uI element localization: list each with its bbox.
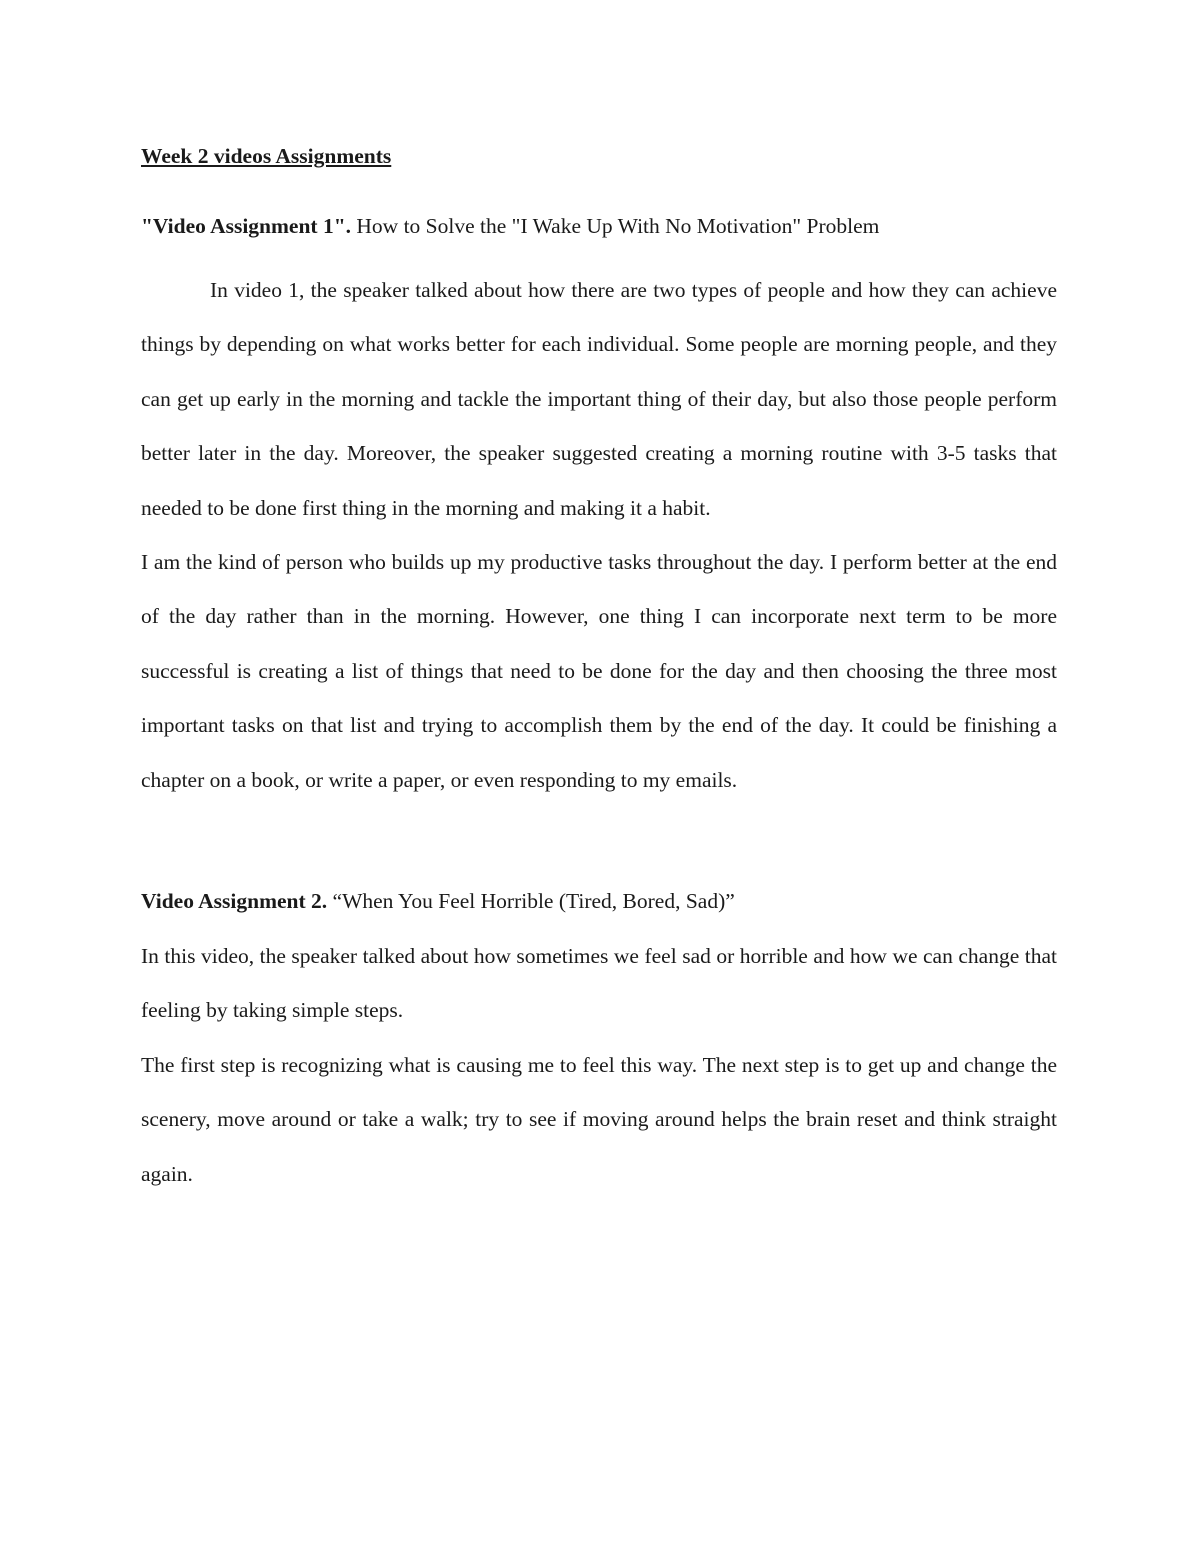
section-2-paragraph-2: The first step is recognizing what is causing me to feel this way. The next step is to get up and change the scenery, move around or take a walk; try to see if moving around helps the brain reset and think straight again.: [141, 1052, 1057, 1186]
section-2-paragraph-1: In this video, the speaker talked about how sometimes we feel sad or horrible and how we can change that feeling by taking simple steps.: [141, 944, 1057, 1023]
section-1-heading: [141, 209, 1057, 243]
section-2-heading-text: “When You Feel Horrible (Tired, Bored, Sad)”: [327, 889, 735, 914]
section-1-heading-bold: "Video Assignment 1".: [141, 214, 352, 238]
document-title: Week 2 videos Assignments: [141, 144, 392, 168]
section-1-paragraph-2: I am the kind of person who builds up my productive tasks throughout the day. I perform better at the end of the day rather than in the morning. However, one thing I can incorporate next term to be more successful is creating a list of things that need to be done for the day and then choosing the three most important tasks on that list and trying to accomplish them by the end of the day. It could be finishing a chapter on a book, or write a paper, or even responding to my emails.: [141, 550, 1057, 792]
section-1-paragraph-1: In video 1, the speaker talked about how there are two types of people and how they can achieve things by depending on what works better for each individual. Some people are morning people, and they can get up early in the morning and tackle the important thing of their day, but also those people perform better later in the day. Moreover, the speaker suggested creating a morning routine with 3-5 tasks that needed to be done first thing in the morning and making it a habit.: [141, 278, 1057, 520]
section-2-heading-bold: Video Assignment 2.: [141, 889, 328, 914]
section-2-heading: [141, 884, 1057, 918]
section-1-heading-text: How to Solve the "I Wake Up With No Motivation" Problem: [351, 214, 880, 238]
document-body: [141, 139, 1057, 1201]
